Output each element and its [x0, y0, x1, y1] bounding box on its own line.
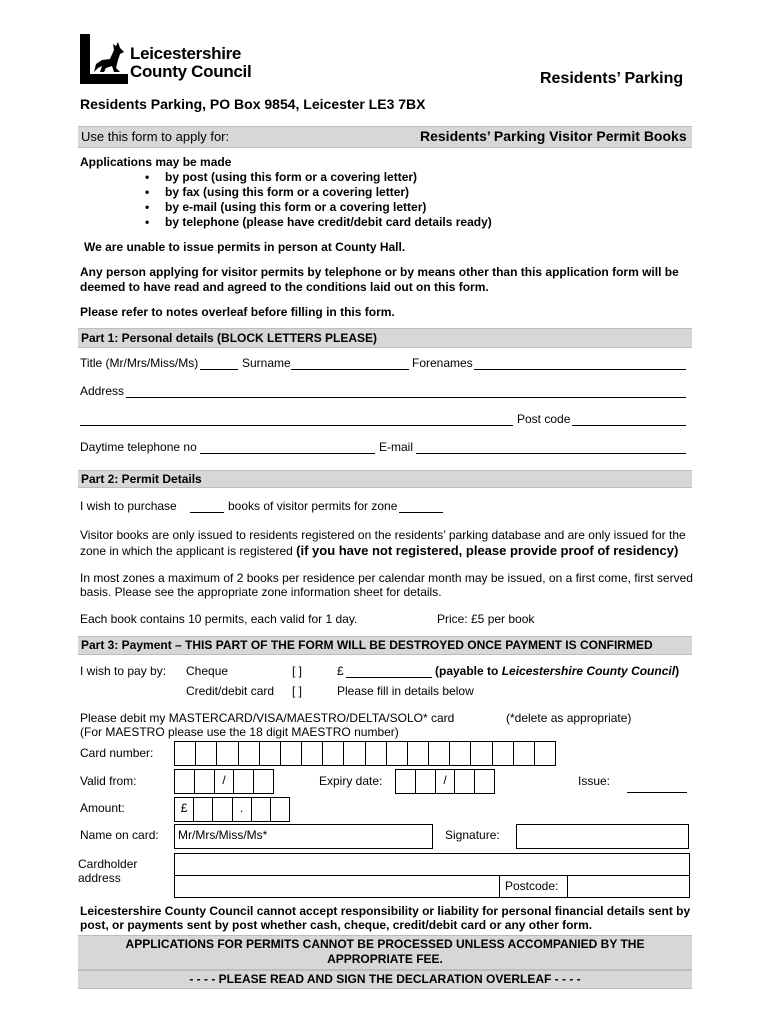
payee-name: Leicestershire County Council: [501, 664, 676, 678]
fee-warning-line-2: APPROPRIATE FEE.: [327, 952, 443, 966]
surname-label: Surname: [242, 356, 291, 370]
title-field[interactable]: [200, 369, 238, 370]
expiry-date-boxes[interactable]: [395, 769, 495, 794]
address-field-1[interactable]: [126, 397, 686, 398]
amount-pound-sign: £: [175, 798, 194, 821]
title-prefill: Mr/Mrs/Miss/Ms*: [178, 828, 268, 842]
method-item: • by fax (using this form or a covering letter): [145, 185, 492, 200]
forenames-label: Forenames: [412, 356, 473, 370]
document-title: Residents’ Parking: [540, 70, 684, 87]
part2-heading: Part 2: Permit Details: [81, 472, 202, 486]
books-quantity-field[interactable]: [190, 512, 224, 513]
zone-field[interactable]: [399, 512, 443, 513]
payable-prefix: (payable to: [435, 664, 502, 678]
expiry-label: Expiry date:: [319, 774, 383, 788]
valid-from-label: Valid from:: [80, 774, 137, 788]
payable-note: [435, 664, 679, 678]
fee-warning-line-1: APPLICATIONS FOR PERMITS CANNOT BE PROCESSED UNLESS ACCOMPANIED BY THE: [125, 937, 645, 951]
card-number-label: Card number:: [80, 746, 154, 760]
postcode-label: Post code: [517, 412, 571, 426]
issue-number-field[interactable]: [627, 792, 687, 793]
cheque-pound-sign: £: [337, 664, 344, 678]
email-field[interactable]: [416, 453, 686, 454]
conditions-line-1: Any person applying for visitor permits by telephone or by means other than this application form will be: [80, 265, 679, 279]
decimal-point: .: [233, 798, 252, 821]
name-on-card-label: Name on card:: [80, 828, 159, 842]
title-label: Title (Mr/Mrs/Miss/Ms): [80, 356, 199, 370]
application-methods: [145, 170, 492, 230]
card-label: Credit/debit card: [186, 684, 275, 698]
signature-field[interactable]: [516, 824, 689, 849]
method-item: • by e-mail (using this form or a covering letter): [145, 200, 492, 215]
issue-label: Issue:: [578, 774, 611, 788]
date-separator: /: [436, 770, 456, 793]
delete-note: (*delete as appropriate): [506, 711, 632, 725]
card-details-note: Please fill in details below: [337, 684, 474, 698]
payable-suffix: ): [675, 664, 680, 678]
book-info: Each book contains 10 permits, each valid for 1 day.: [80, 612, 358, 626]
postcode-field[interactable]: [572, 425, 686, 426]
cardholder-address-label-2: address: [78, 871, 121, 885]
proof-of-residency-note: (if you have not registered, please provide proof of residency): [296, 543, 679, 558]
fox-emblem-icon: [80, 34, 128, 84]
card-checkbox[interactable]: [ ]: [292, 684, 303, 698]
limit-line-1: In most zones a maximum of 2 books per residence per calendar month may be issued, on a first come, first served: [80, 571, 693, 585]
email-label: E-mail: [379, 440, 414, 454]
address-field-2[interactable]: [80, 425, 513, 426]
eligibility-text: zone in which the applicant is registered: [80, 544, 293, 558]
part1-heading: Part 1: Personal details (BLOCK LETTERS PLEASE): [81, 331, 378, 345]
notes-reference: Please refer to notes overleaf before filling in this form.: [80, 305, 395, 319]
forenames-field[interactable]: [474, 369, 686, 370]
purpose-label: Use this form to apply for:: [81, 129, 230, 144]
intro-lead: Applications may be made: [80, 155, 232, 169]
method-item: • by post (using this form or a covering letter): [145, 170, 492, 185]
logo-text-line2: County Council: [130, 62, 252, 81]
form-purpose: Residents’ Parking Visitor Permit Books: [420, 128, 687, 144]
phone-field[interactable]: [200, 453, 375, 454]
phone-label: Daytime telephone no: [80, 440, 197, 454]
limit-line-2: basis. Please see the appropriate zone information sheet for details.: [80, 585, 442, 599]
cardholder-address-field[interactable]: [174, 853, 690, 898]
card-number-boxes[interactable]: [174, 741, 556, 766]
in-person-note: We are unable to issue permits in person at County Hall.: [84, 240, 406, 254]
valid-from-boxes[interactable]: [174, 769, 274, 794]
price-info: Price: £5 per book: [437, 612, 535, 626]
amount-boxes[interactable]: [174, 797, 290, 822]
conditions-line-2: deemed to have read and agreed to the conditions laid out on this form.: [80, 280, 489, 294]
debit-instruction: Please debit my MASTERCARD/VISA/MAESTRO/DELTA/SOLO* card: [80, 711, 455, 725]
cardholder-address-label-1: Cardholder: [78, 857, 138, 871]
postcode-label-card: Postcode:: [505, 879, 559, 893]
zone-label: books of visitor permits for zone: [228, 499, 398, 513]
liability-line-1: Leicestershire County Council cannot accept responsibility or liability for personal financial details sent by: [80, 904, 691, 918]
eligibility-line-2: [80, 543, 678, 558]
logo-text-line1: Leicestershire: [130, 44, 242, 63]
office-address: Residents Parking, PO Box 9854, Leicester LE3 7BX: [80, 96, 426, 112]
cheque-label: Cheque: [186, 664, 229, 678]
liability-line-2: post, or payments sent by post whether cash, cheque, credit/debit card or any other form.: [80, 918, 593, 932]
purchase-label: I wish to purchase: [80, 499, 177, 513]
part3-heading: Part 3: Payment – THIS PART OF THE FORM WILL BE DESTROYED ONCE PAYMENT IS CONFIRMED: [81, 638, 653, 652]
date-separator: /: [215, 770, 235, 793]
method-item: • by telephone (please have credit/debit card details ready): [145, 215, 492, 230]
address-label: Address: [80, 384, 125, 398]
name-on-card-field[interactable]: [174, 824, 433, 849]
eligibility-line-1: Visitor books are only issued to residents registered on the residents’ parking database and are only issued for the: [80, 528, 686, 542]
amount-label: Amount:: [80, 801, 125, 815]
surname-field[interactable]: [291, 369, 409, 370]
cheque-amount-field[interactable]: [346, 677, 432, 678]
pay-by-label: I wish to pay by:: [80, 664, 167, 678]
council-logo: [80, 34, 250, 84]
declaration-reminder: - - - - PLEASE READ AND SIGN THE DECLARATION OVERLEAF - - - -: [189, 972, 581, 986]
cheque-checkbox[interactable]: [ ]: [292, 664, 303, 678]
signature-label: Signature:: [445, 828, 500, 842]
maestro-note: (For MAESTRO please use the 18 digit MAESTRO number): [80, 725, 399, 739]
